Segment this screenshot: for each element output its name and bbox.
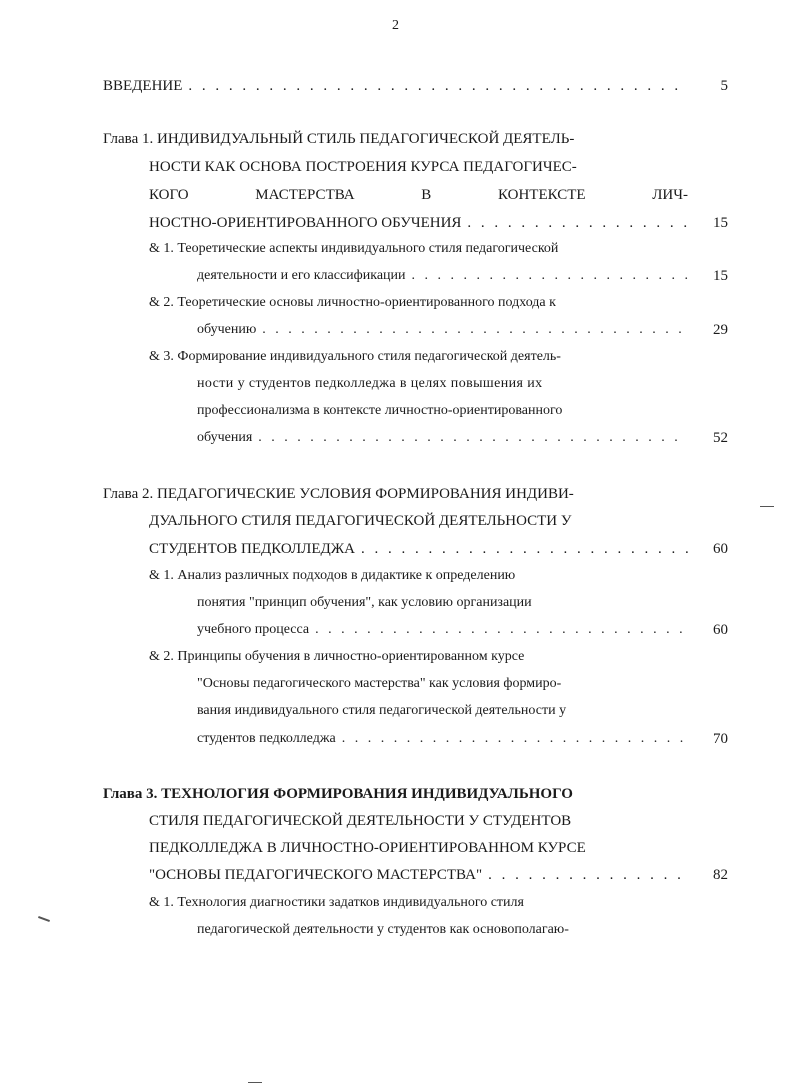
toc-entry-section-2-1[interactable] — [197, 618, 688, 642]
toc-entry-section-2-2[interactable] — [197, 727, 688, 751]
title-word: КОНТЕКСТЕ — [497, 187, 586, 203]
section-title: Технология диагностики задатков индивидуального стиля — [177, 895, 524, 910]
toc-page-number: 29 — [713, 322, 728, 338]
section-title-line: "Основы педагогического мастерства" как условия формиро- — [197, 676, 562, 691]
scan-mark — [38, 916, 50, 922]
chapter-title-line — [149, 183, 688, 207]
section-title: Принципы обучения в личностно-ориентированном курсе — [177, 649, 525, 664]
toc-entry-section-1-1[interactable] — [197, 264, 688, 288]
leader-dots — [315, 618, 688, 642]
toc-page-number: 82 — [713, 867, 728, 883]
section-title: Теоретические основы личностно-ориентированного подхода к — [177, 295, 556, 310]
section-number: & 3. — [149, 349, 174, 364]
chapter-label: Глава — [103, 131, 139, 147]
toc-entry-intro[interactable] — [103, 74, 688, 98]
toc-entry-title: ВВЕДЕНИЕ — [103, 78, 183, 94]
section-heading-line — [149, 237, 689, 261]
toc-page-number: 60 — [713, 622, 728, 638]
chapter-title-line: ДУАЛЬНОГО СТИЛЯ ПЕДАГОГИЧЕСКОЙ ДЕЯТЕЛЬНОСТИ У — [149, 513, 572, 529]
section-number: & 1. — [149, 241, 174, 256]
leader-dots — [188, 74, 688, 98]
section-title-line: профессионализма в контексте личностно-ориентированного — [197, 403, 563, 418]
chapter-title-line: СТУДЕНТОВ ПЕДКОЛЛЕДЖА — [149, 541, 356, 557]
leader-dots — [342, 727, 688, 751]
title-word: В — [421, 187, 432, 203]
chapter-title: ПЕДАГОГИЧЕСКИЕ УСЛОВИЯ ФОРМИРОВАНИЯ ИНДИВИ- — [156, 486, 574, 502]
chapter-number: 1. — [141, 131, 154, 147]
section-title-line: ности у студентов педколледжа в целях повышения их — [197, 376, 543, 391]
section-heading-line — [149, 345, 689, 369]
section-title: Анализ различных подходов в дидактике к определению — [177, 568, 516, 583]
scan-mark — [248, 1082, 262, 1083]
section-title: Формирование индивидуального стиля педагогической деятель- — [177, 349, 561, 364]
title-word: КОГО — [149, 187, 189, 203]
page-number: 2 — [392, 18, 399, 33]
toc-page-number: 15 — [713, 268, 728, 284]
chapter-label: Глава — [103, 786, 143, 802]
section-title: Теоретические аспекты индивидуального стиля педагогической — [177, 241, 559, 256]
chapter-label: Глава — [103, 486, 139, 502]
chapter-heading-line — [103, 482, 688, 506]
section-title-line: обучению — [197, 322, 257, 337]
section-number: & 1. — [149, 568, 174, 583]
section-heading-line — [149, 891, 689, 915]
title-word: ЛИЧ- — [652, 187, 688, 203]
toc-page-number: 5 — [720, 78, 728, 94]
leader-dots — [412, 264, 688, 288]
chapter-title: ИНДИВИДУАЛЬНЫЙ СТИЛЬ ПЕДАГОГИЧЕСКОЙ ДЕЯТЕЛЬ- — [156, 131, 575, 147]
toc-page-number: 70 — [713, 731, 728, 747]
section-title-line: педагогической деятельности у студентов как основополагаю- — [197, 922, 569, 937]
section-title-line: учебного процесса — [197, 622, 310, 637]
toc-page-number: 52 — [713, 430, 728, 446]
toc-entry-section-1-3[interactable] — [197, 426, 688, 450]
section-title-line: вания индивидуального стиля педагогической деятельности у — [197, 703, 567, 718]
toc-page-number: 60 — [713, 541, 728, 557]
toc-entry-chapter-1[interactable] — [149, 211, 688, 235]
toc-entry-chapter-2[interactable] — [149, 537, 688, 561]
section-heading-line — [149, 564, 689, 588]
chapter-title-line: СТИЛЯ ПЕДАГОГИЧЕСКОЙ ДЕЯТЕЛЬНОСТИ У СТУДЕНТОВ — [149, 813, 572, 829]
chapter-title: ТЕХНОЛОГИЯ ФОРМИРОВАНИЯ ИНДИВИДУАЛЬНОГО — [161, 786, 573, 802]
section-title-line: студентов педколледжа — [197, 731, 336, 746]
leader-dots — [488, 863, 688, 887]
section-title-line: обучения — [197, 430, 253, 445]
section-number: & 2. — [149, 649, 174, 664]
chapter-number: 2. — [141, 486, 154, 502]
leader-dots — [361, 537, 688, 561]
chapter-heading-line — [103, 127, 688, 151]
leader-dots — [467, 211, 688, 235]
chapter-title-line: "ОСНОВЫ ПЕДАГОГИЧЕСКОГО МАСТЕРСТВА" — [149, 867, 483, 883]
leader-dots — [262, 318, 688, 342]
section-title-line: деятельности и его классификации — [197, 268, 406, 283]
chapter-number: 3. — [146, 786, 158, 802]
chapter-heading-line — [103, 782, 688, 806]
title-word: МАСТЕРСТВА — [255, 187, 355, 203]
toc-entry-chapter-3[interactable] — [149, 863, 688, 887]
toc-entry-section-1-2[interactable] — [197, 318, 688, 342]
chapter-title-line: ПЕДКОЛЛЕДЖА В ЛИЧНОСТНО-ОРИЕНТИРОВАННОМ КУРСЕ — [149, 840, 586, 856]
scan-mark — [760, 506, 774, 507]
section-title-line: понятия "принцип обучения", как условию организации — [197, 595, 532, 610]
chapter-title-line: НОСТНО-ОРИЕНТИРОВАННОГО ОБУЧЕНИЯ — [149, 215, 462, 231]
section-heading-line — [149, 645, 689, 669]
leader-dots — [258, 426, 688, 450]
section-number: & 2. — [149, 295, 174, 310]
section-number: & 1. — [149, 895, 174, 910]
chapter-title-line: НОСТИ КАК ОСНОВА ПОСТРОЕНИЯ КУРСА ПЕДАГОГИЧЕС- — [149, 159, 577, 175]
section-heading-line — [149, 291, 689, 315]
toc-page-number: 15 — [713, 215, 728, 231]
